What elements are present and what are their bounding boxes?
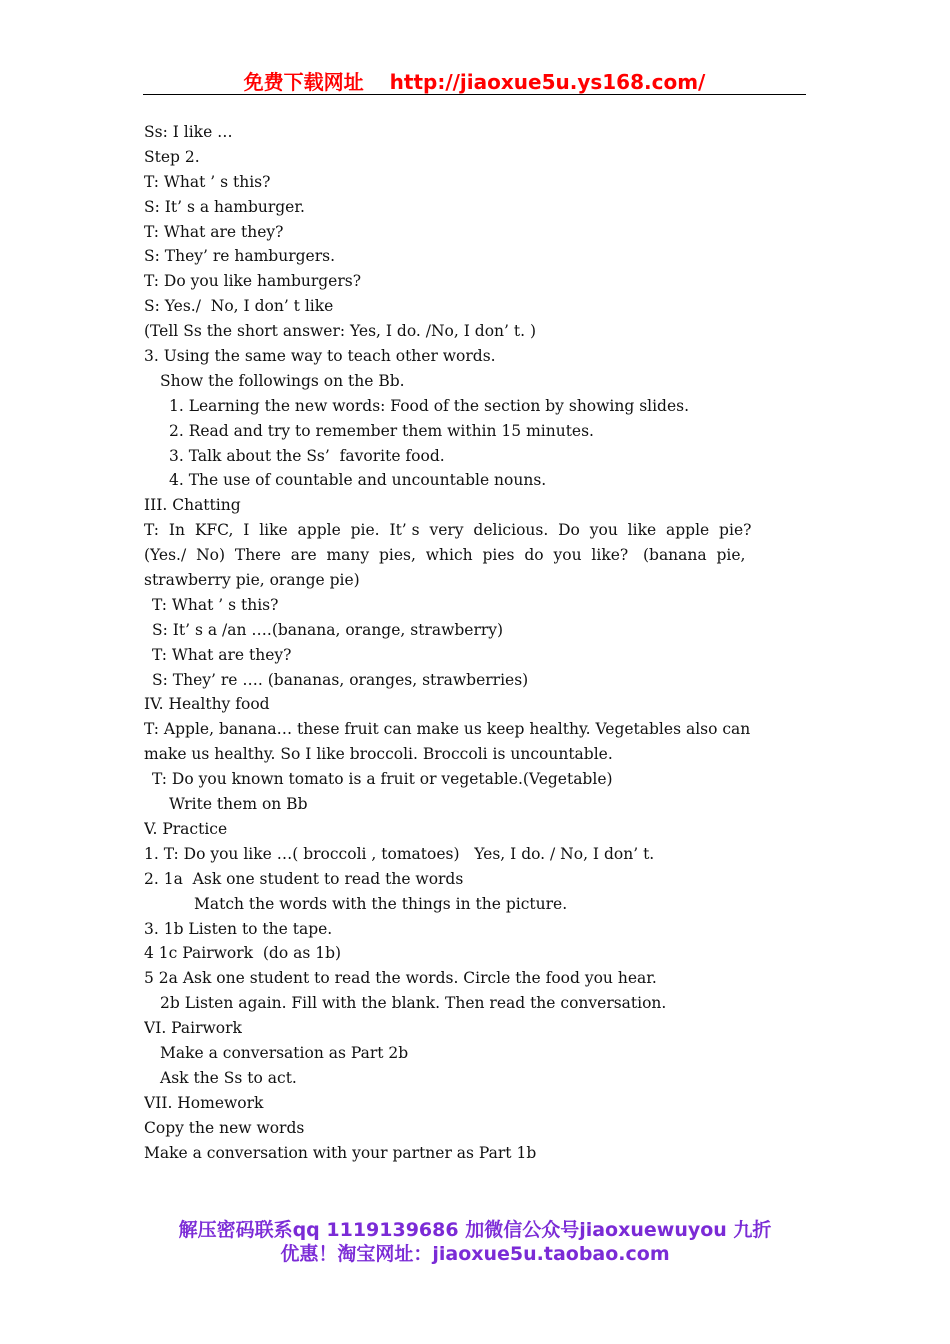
text-line: T: What are they?: [152, 645, 292, 664]
lesson-body: [144, 120, 806, 1165]
text-line: 3. 1b Listen to the tape.: [144, 919, 333, 938]
text-line: 5 2a Ask one student to read the words. Circle the food you hear.: [144, 969, 657, 988]
text-line: S: It’ s a hamburger.: [144, 197, 305, 216]
text-line: S: They’ re hamburgers.: [144, 247, 336, 266]
text-line: Copy the new words: [144, 1118, 305, 1137]
text-line: T: Do you like hamburgers?: [144, 272, 362, 291]
footer-line-2: 优惠！淘宝网址：jiaoxue5u.taobao.com: [280, 1243, 670, 1265]
page-header: [143, 66, 806, 95]
list-item: 4. The use of countable and uncountable nouns.: [169, 471, 547, 490]
list-item: 2. Read and try to remember them within 15 minutes.: [169, 421, 594, 440]
text-line: Ask the Ss to act.: [160, 1068, 297, 1087]
text-line: strawberry pie, orange pie): [144, 571, 360, 590]
text-line: Make a conversation with your partner as Part 1b: [144, 1143, 537, 1162]
text-line: T: Do you known tomato is a fruit or vegetable.(Vegetable): [152, 770, 613, 789]
list-item: 1. Learning the new words: Food of the section by showing slides.: [169, 396, 690, 415]
text-line: T: What are they?: [144, 222, 284, 241]
text-line: T: What ’ s this?: [144, 172, 271, 191]
text-line: 2. 1a Ask one student to read the words: [144, 869, 464, 888]
text-line: Make a conversation as Part 2b: [160, 1043, 409, 1062]
text-line: make us healthy. So I like broccoli. Broccoli is uncountable.: [144, 745, 613, 764]
header-site-label: 免费下载网址: [243, 70, 364, 94]
text-line: T: In KFC, I like apple pie. It’ s very delicious. Do you like apple pie?: [144, 521, 752, 540]
text-line: S: Yes./ No, I don’ t like: [144, 297, 334, 316]
text-line: (Yes./ No) There are many pies, which pies do you like? (banana pie,: [144, 546, 746, 565]
header-url-link[interactable]: http://jiaoxue5u.ys168.com/: [389, 70, 706, 94]
text-line: Ss: I like …: [144, 123, 233, 141]
section-heading: IV. Healthy food: [144, 695, 270, 714]
text-line: T: What ’ s this?: [152, 595, 279, 614]
section-heading: V. Practice: [144, 819, 228, 838]
section-heading: VII. Homework: [144, 1093, 264, 1112]
text-line: 2b Listen again. Fill with the blank. Then read the conversation.: [160, 994, 667, 1013]
text-line: S: It’ s a /an ….(banana, orange, strawberry): [152, 620, 504, 639]
text-line: 3. Using the same way to teach other words.: [144, 347, 496, 366]
text-line: (Tell Ss the short answer: Yes, I do. /No, I don’ t. ): [144, 322, 537, 341]
section-heading: Step 2.: [144, 147, 200, 166]
section-heading: III. Chatting: [144, 496, 241, 515]
text-line: T: Apple, banana… these fruit can make us keep healthy. Vegetables also can: [144, 720, 751, 739]
text-line: Match the words with the things in the picture.: [194, 894, 568, 913]
footer-line-1: 解压密码联系qq 1119139686 加微信公众号jiaoxuewuyou 九折: [178, 1219, 772, 1241]
list-item: 3. Talk about the Ss’ favorite food.: [169, 446, 445, 465]
text-line: Write them on Bb: [169, 795, 308, 814]
text-line: S: They’ re …. (bananas, oranges, strawberries): [152, 670, 529, 689]
text-line: 4 1c Pairwork (do as 1b): [144, 944, 342, 963]
section-heading: VI. Pairwork: [144, 1019, 242, 1038]
text-line: 1. T: Do you like …( broccoli , tomatoes) Yes, I do. / No, I don’ t.: [144, 844, 655, 863]
page-footer: [0, 1218, 950, 1266]
text-line: Show the followings on the Bb.: [160, 371, 405, 390]
